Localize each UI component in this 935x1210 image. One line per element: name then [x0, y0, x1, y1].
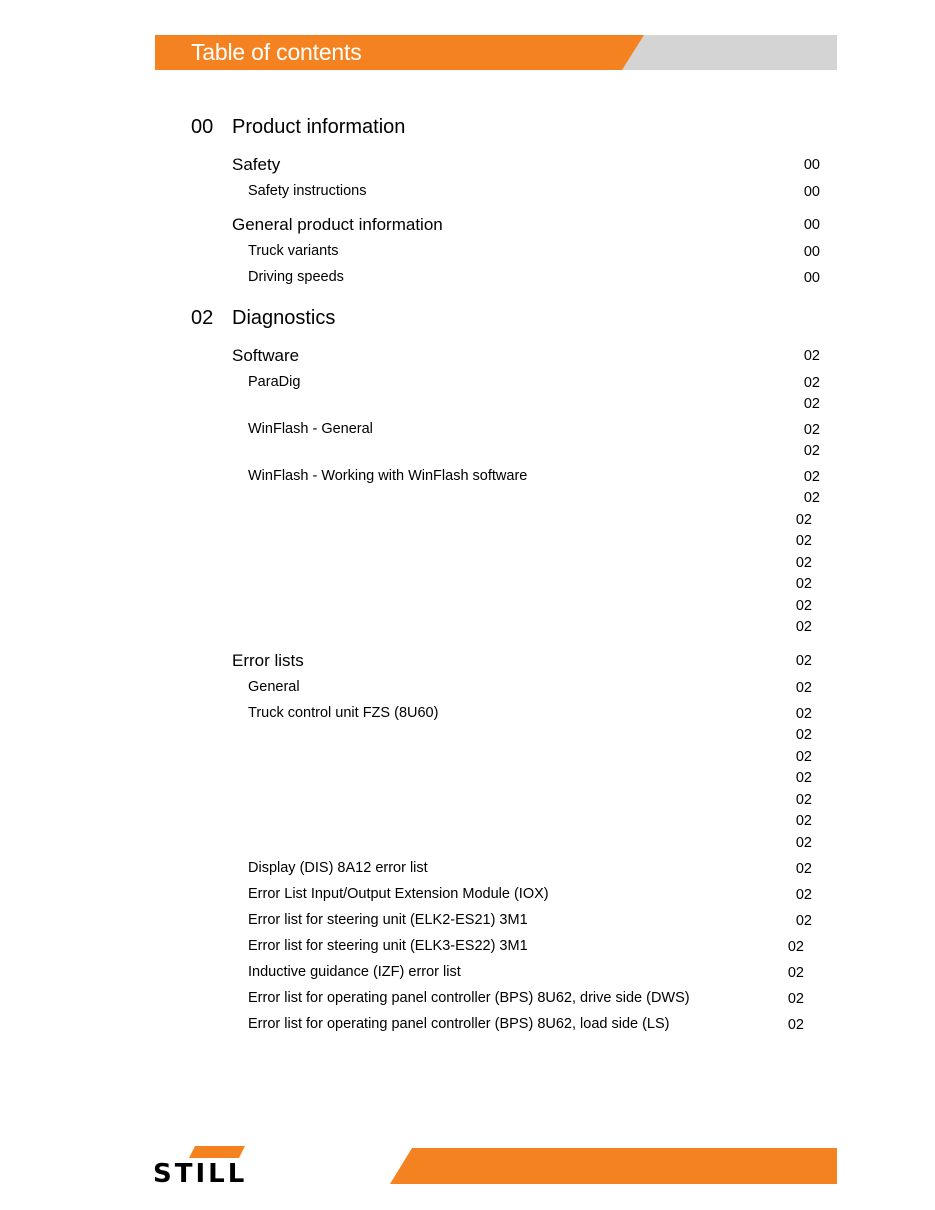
toc-page-number: 02	[795, 813, 812, 829]
toc-entry-title[interactable]: WinFlash - Working with WinFlash software	[248, 468, 528, 484]
toc-entry-title[interactable]: Display (DIS) 8A12 error list	[248, 860, 428, 876]
toc-page-number: 02	[795, 598, 812, 614]
toc-page-number: 02	[795, 512, 812, 528]
toc-page-number: 00	[803, 184, 820, 200]
toc-entry-title[interactable]: WinFlash - General	[248, 421, 373, 437]
toc-page-number: 02	[795, 913, 812, 929]
chapter-title: Product information	[232, 116, 406, 138]
toc-page-number: 02	[803, 375, 820, 391]
toc-page-number: 00	[803, 270, 820, 286]
toc-section-title[interactable]: Error lists	[232, 651, 304, 670]
toc-entry-title[interactable]: Truck variants	[248, 243, 339, 259]
toc-page-number: 02	[795, 749, 812, 765]
toc-page-number: 02	[795, 653, 812, 669]
toc-page-number: 02	[787, 1017, 804, 1033]
still-logo	[153, 1146, 281, 1189]
toc-entry-title[interactable]: Inductive guidance (IZF) error list	[248, 964, 461, 980]
toc-page-number: 02	[795, 680, 812, 696]
toc-page-number: 02	[803, 396, 820, 412]
toc-page-number: 00	[803, 157, 820, 173]
toc-entry-title[interactable]: ParaDig	[248, 374, 301, 390]
toc-entry-title[interactable]: General	[248, 679, 300, 695]
toc-page-number: 02	[795, 770, 812, 786]
still-logo-icon	[153, 1146, 281, 1160]
toc-entry-title[interactable]: Error list for operating panel controller (BPS) 8U62, drive side (DWS)	[248, 990, 690, 1006]
toc-page-number: 00	[803, 244, 820, 260]
toc-page-number: 02	[803, 422, 820, 438]
toc-page-number: 02	[795, 887, 812, 903]
toc-entry-title[interactable]: Truck control unit FZS (8U60)	[248, 705, 439, 721]
chapter-title: Diagnostics	[232, 307, 336, 329]
toc-page-number: 02	[795, 576, 812, 592]
toc-page-number: 02	[803, 443, 820, 459]
toc-page-number: 02	[803, 490, 820, 506]
footer-band	[390, 1148, 837, 1184]
footer-band-shape	[390, 1148, 837, 1184]
toc-page-number: 02	[787, 939, 804, 955]
chapter-number: 00	[191, 116, 214, 138]
toc-page-number: 02	[795, 861, 812, 877]
toc-page-number: 02	[787, 991, 804, 1007]
toc-page-number: 02	[803, 469, 820, 485]
toc-entry-title[interactable]: Error list for operating panel controller (BPS) 8U62, load side (LS)	[248, 1016, 670, 1032]
toc-page-number: 02	[795, 533, 812, 549]
page-title: Table of contents	[191, 39, 362, 65]
logo-text: STILL	[153, 1159, 248, 1189]
toc-page-number: 00	[803, 217, 820, 233]
toc-page-number: 02	[795, 706, 812, 722]
toc-page-number: 02	[795, 619, 812, 635]
toc-entry-title[interactable]: Safety instructions	[248, 183, 367, 199]
chapter-number: 02	[191, 307, 214, 329]
toc-page-number: 02	[795, 835, 812, 851]
toc-entry-title[interactable]: Error list for steering unit (ELK2-ES21) 3M1	[248, 912, 528, 928]
toc-entry-title[interactable]: Driving speeds	[248, 269, 344, 285]
toc-section-title[interactable]: Safety	[232, 155, 281, 174]
toc-page-number: 02	[787, 965, 804, 981]
toc-page-number: 02	[795, 555, 812, 571]
toc-entry-title[interactable]: Error list for steering unit (ELK3-ES22) 3M1	[248, 938, 528, 954]
toc-section-title[interactable]: Software	[232, 346, 300, 365]
header-band	[155, 35, 837, 70]
toc-section-title[interactable]: General product information	[232, 215, 443, 234]
toc-page-number: 02	[795, 792, 812, 808]
toc-page-number: 02	[803, 348, 820, 364]
toc-page-number: 02	[795, 727, 812, 743]
toc-entry-title[interactable]: Error List Input/Output Extension Module (IOX)	[248, 886, 549, 902]
